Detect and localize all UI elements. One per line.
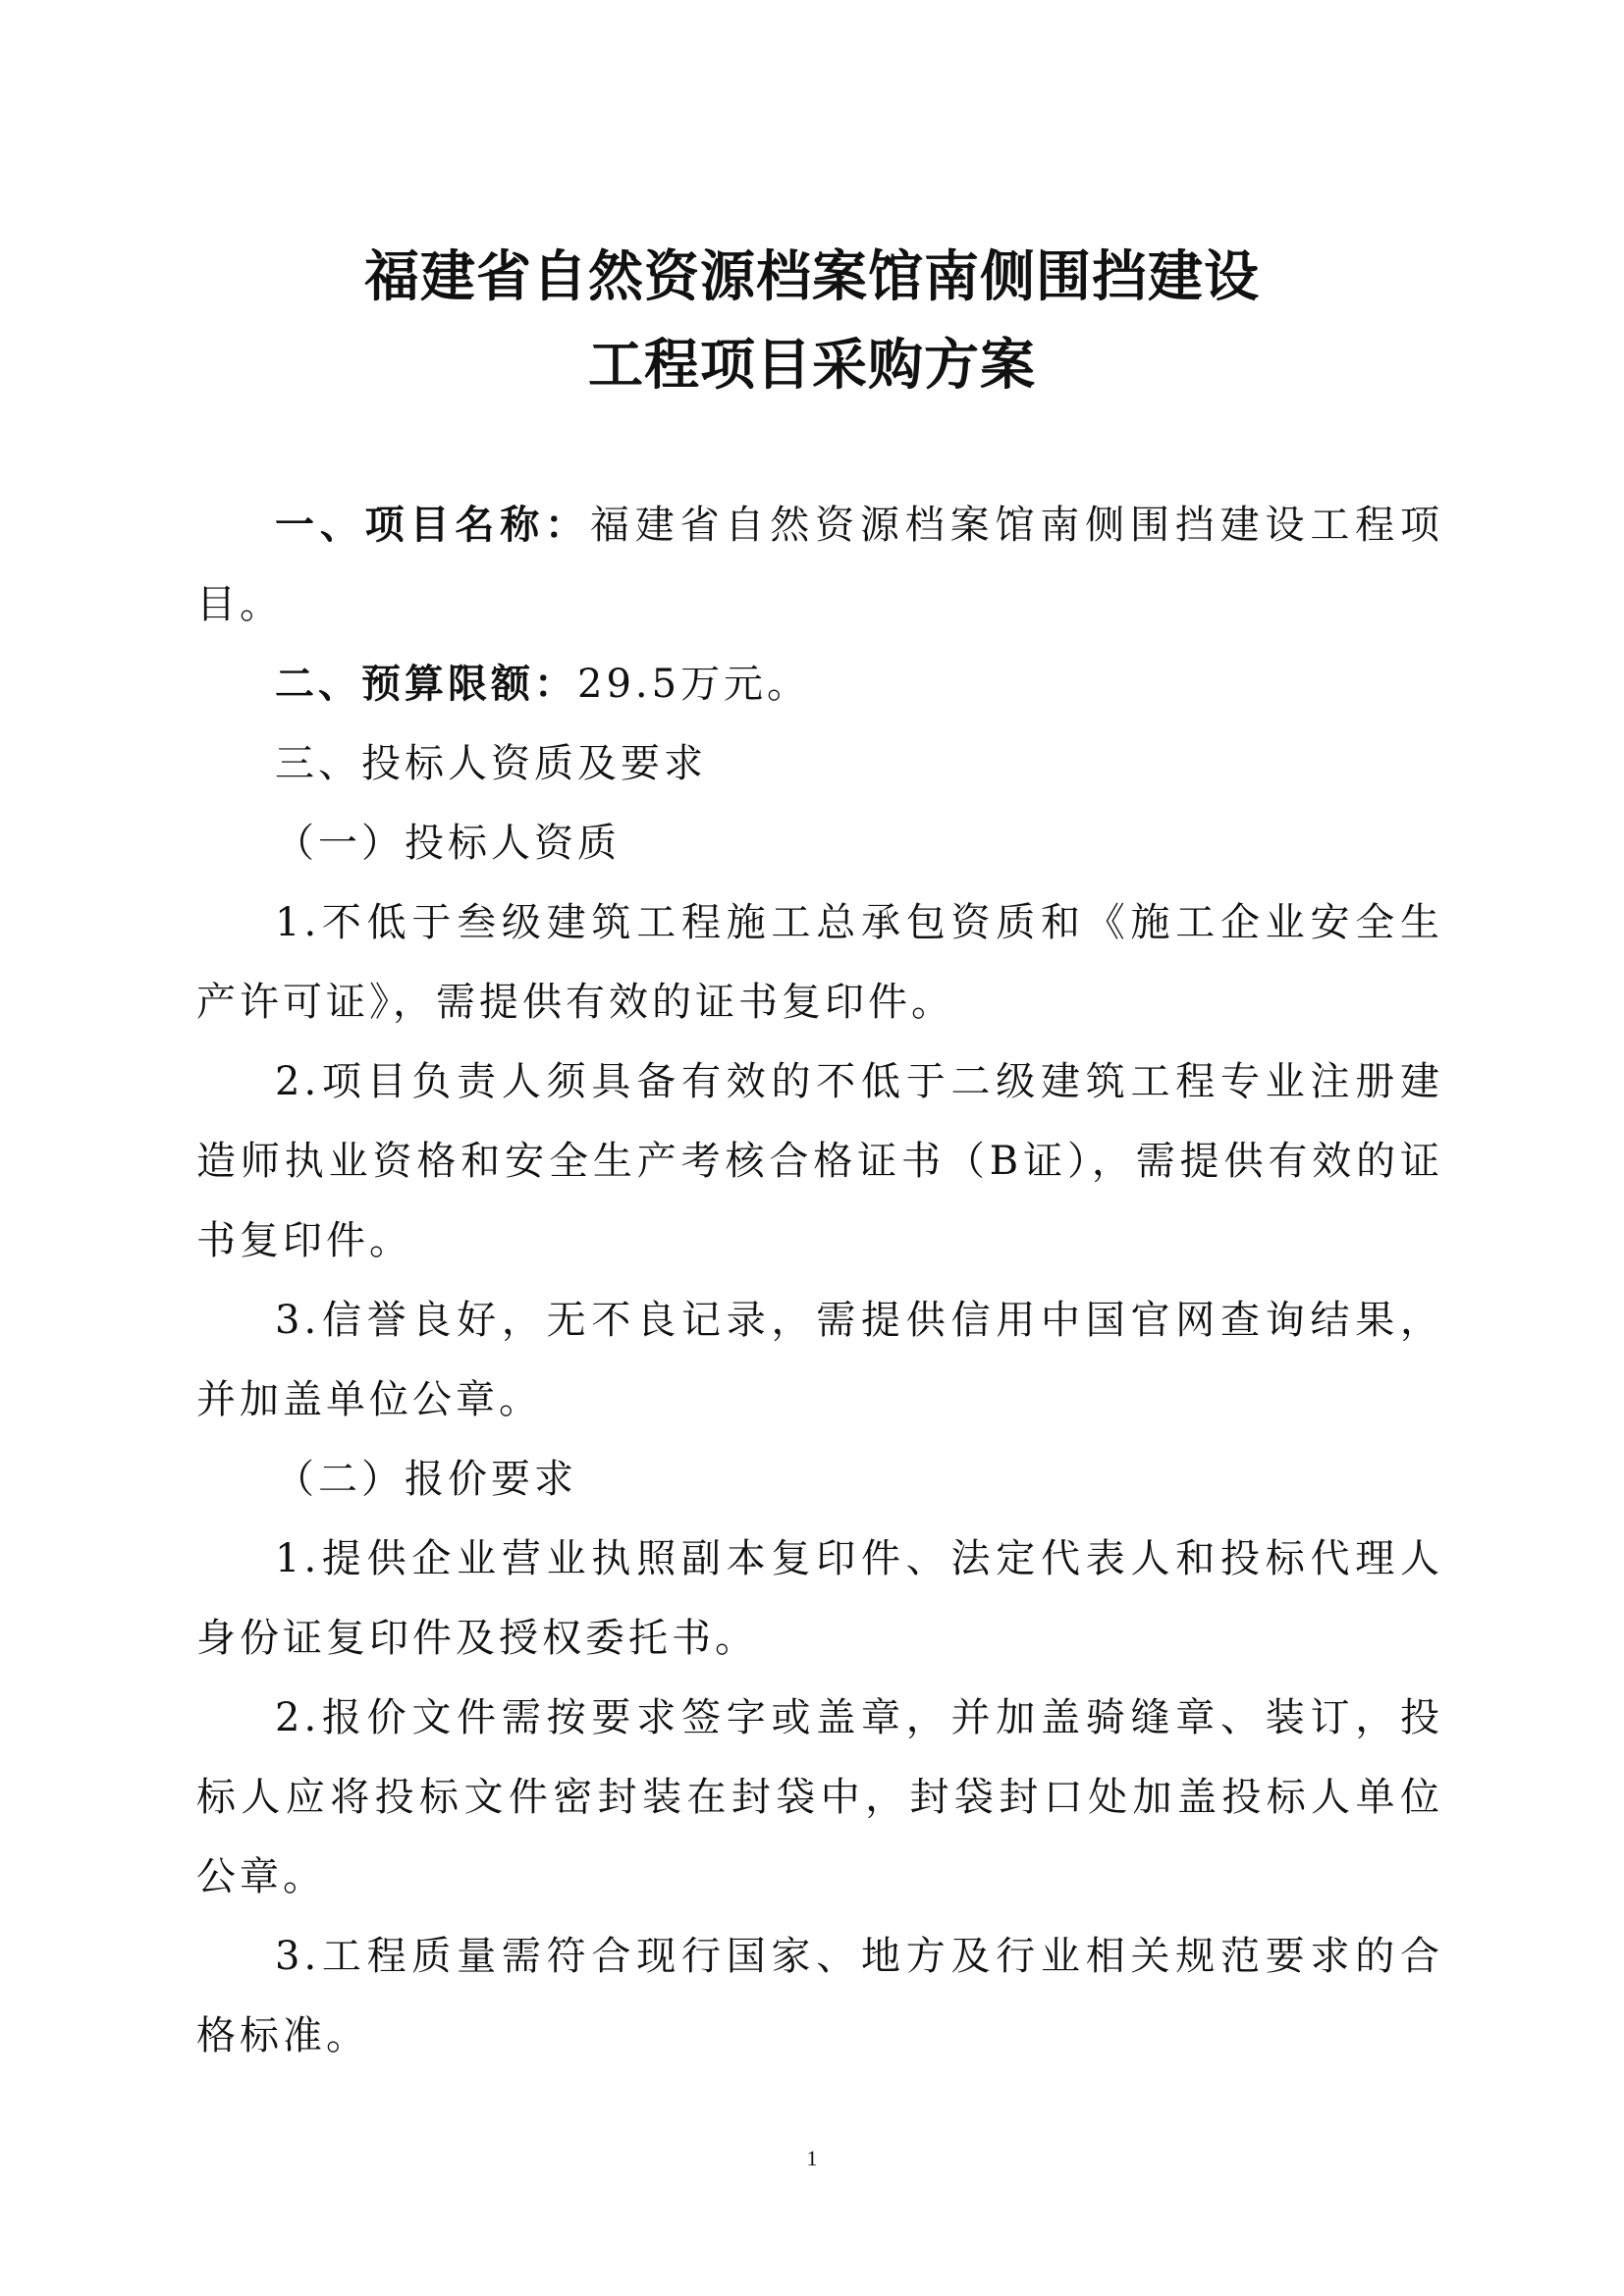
section-2-heading: 二、预算限额： [275,662,577,707]
section-1-text: 福建省自然资源档案馆南侧围挡建设工程项目。 [196,503,1444,627]
list-item: 1.提供企业营业执照副本复印件、法定代表人和投标代理人身份证复印件及授权委托书。 [196,1536,1443,1661]
document-title [0,234,1624,410]
list-item: 2.项目负责人须具备有效的不低于二级建筑工程专业注册建造师执业资格和安全生产考核合格证书（B证），需提供有效的证书复印件。 [196,1059,1443,1263]
document-body [196,486,1443,2076]
page-number: 1 [806,2146,818,2170]
section-budget [196,645,1443,724]
title-line-1: 福建省自然资源档案馆南侧围挡建设 [364,245,1260,309]
subsection-1-heading [196,804,1443,883]
list-item: 3.工程质量需符合现行国家、地方及行业相关规范要求的合格标准。 [196,1934,1443,2058]
subsection-2-heading-text: （二）报价要求 [275,1457,577,1502]
subsection-2-heading [196,1440,1443,1520]
section-3-heading-text: 三、投标人资质及要求 [275,741,707,786]
subsection-1-heading-text: （一）投标人资质 [275,821,621,866]
list-item: 3.信誉良好，无不良记录，需提供信用中国官网查询结果，并加盖单位公章。 [196,1298,1443,1422]
section-1-heading: 一、项目名称： [275,503,590,548]
list-item: 1.不低于叁级建筑工程施工总承包资质和《施工企业安全生产许可证》，需提供有效的证书复印件。 [196,900,1443,1025]
list-item: 2.报价文件需按要求签字或盖章，并加盖骑缝章、装订，投标人应将投标文件密封装在封袋中，封袋封口处加盖投标人单位公章。 [196,1695,1443,1899]
title-line-2: 工程项目采购方案 [588,334,1036,398]
section-3-heading [196,724,1443,804]
section-project-name [196,486,1443,645]
section-2-text: 29.5万元。 [577,662,811,707]
